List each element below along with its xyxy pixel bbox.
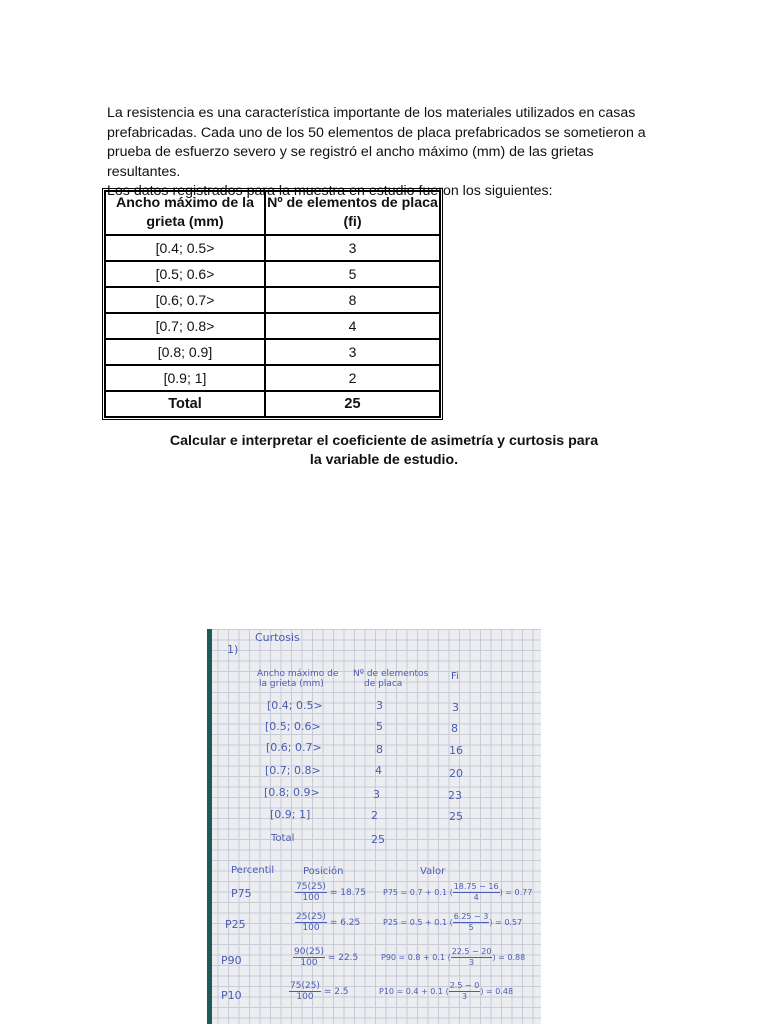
hw-pct-value: P10 = 0.4 + 0.1 ( $\frac{2.5 - 0}{3}$ ) = 0.48 (379, 981, 514, 1001)
interval-cell: [0.4; 0.5> (105, 235, 265, 261)
intro-line: prefabricadas. Cada uno de los 50 elementos de placa prefabricados se sometieron a (107, 124, 646, 141)
hw-pct-name: P10 (221, 989, 242, 1002)
hw-Fi: 16 (449, 744, 463, 757)
header-width-line2: grieta (mm) (146, 214, 224, 230)
interval-cell: [0.8; 0.9] (105, 339, 265, 365)
hw-header-width-2: la grieta (mm) (259, 679, 324, 689)
hw-header-count-1: Nº de elementos (353, 669, 429, 679)
table-row (105, 287, 440, 313)
table-total-row (105, 391, 440, 417)
hw-interval: [0.6; 0.7> (266, 741, 322, 754)
hw-interval: [0.8; 0.9> (264, 786, 320, 799)
intro-line: Los datos registrados para la muestra en estudio fueron los siguientes: (107, 183, 553, 199)
hw-pct-name: P25 (225, 918, 246, 931)
interval-cell: [0.9; 1] (105, 365, 265, 391)
table-row (105, 339, 440, 365)
header-width-line1: Ancho máximo de la (116, 195, 254, 211)
intro-paragraph (107, 104, 667, 202)
hw-pct-value: P25 = 0.5 + 0.1 ( $\frac{6.25 - 3}{5}$ ) = 0.57 (383, 912, 523, 932)
table-row (105, 365, 440, 391)
count-cell: 3 (265, 235, 440, 261)
hw-Fi: 25 (449, 810, 463, 823)
total-value: 25 (265, 391, 440, 417)
hw-header-cumulative: Fi (451, 671, 459, 682)
hw-fi: 8 (376, 743, 383, 756)
hw-pct-name: P90 (221, 954, 242, 967)
notes-number: 1) (227, 643, 239, 656)
interval-cell: [0.7; 0.8> (105, 313, 265, 339)
header-count-line2: (fi) (343, 214, 362, 230)
hw-header-count-2: de placa (364, 679, 403, 689)
hw-total-value: 25 (371, 833, 385, 846)
hw-interval: [0.7; 0.8> (265, 764, 321, 777)
header-count-line1: Nº de elementos de placa (267, 195, 438, 211)
count-cell: 3 (265, 339, 440, 365)
hw-header-width-1: Ancho máximo de (257, 669, 339, 679)
hw-pct-position: $\frac{75(25)}{100}$ = 2.5 (290, 981, 349, 1002)
count-cell: 5 (265, 261, 440, 287)
interval-cell: [0.5; 0.6> (105, 261, 265, 287)
intro-line: La resistencia es una característica importante de los materiales utilizados en casas (107, 105, 636, 121)
count-cell: 8 (265, 287, 440, 313)
hw-Fi: 20 (449, 767, 463, 780)
count-cell: 4 (265, 313, 440, 339)
header-count (265, 191, 440, 235)
hw-pct-position: $\frac{25(25)}{100}$ = 6.25 (296, 912, 361, 933)
task-line: la variable de estudio. (309, 452, 459, 468)
hw-pct-name: P75 (231, 887, 252, 900)
hw-Fi: 8 (451, 722, 458, 735)
hw-pct-value: P75 = 0.7 + 0.1 ( $\frac{18.75 - 16}{4}$ ) = 0.77 (383, 882, 533, 902)
hw-Fi: 3 (452, 701, 459, 714)
hw-pct-position: $\frac{90(25)}{100}$ = 22.5 (294, 947, 359, 968)
hw-interval: [0.4; 0.5> (267, 699, 323, 712)
task-statement (150, 432, 618, 470)
table-row (105, 313, 440, 339)
hw-interval: [0.9; 1] (270, 808, 311, 821)
interval-cell: [0.6; 0.7> (105, 287, 265, 313)
hw-Fi: 23 (448, 789, 462, 802)
total-label: Total (105, 391, 265, 417)
notebook-edge (207, 629, 212, 1024)
hw-interval: [0.5; 0.6> (265, 720, 321, 733)
intro-line: prueba de esfuerzo severo y se registró el ancho máximo (mm) de las grietas resultantes. (107, 144, 594, 180)
hw-percentile-header: Percentil (231, 865, 275, 876)
handwritten-notes-photo (207, 629, 541, 1024)
hw-value-header: Valor (420, 866, 446, 877)
table-row (105, 235, 440, 261)
notes-title: Curtosis (255, 631, 300, 644)
hw-fi: 3 (376, 699, 383, 712)
count-cell: 2 (265, 365, 440, 391)
hw-fi: 4 (375, 764, 382, 777)
table-row (105, 261, 440, 287)
hw-position-header: Posición (303, 866, 344, 877)
hw-fi: 2 (371, 809, 378, 822)
hw-total-label: Total (271, 833, 295, 844)
frequency-table (104, 190, 441, 418)
task-line: Calcular e interpretar el coeficiente de asimetría y curtosis para (169, 433, 599, 449)
hw-pct-position: $\frac{75(25)}{100}$ = 18.75 (296, 882, 366, 903)
hw-fi: 3 (373, 788, 380, 801)
hw-pct-value: P90 = 0.8 + 0.1 ( $\frac{22.5 - 20}{3}$ ) = 0.88 (381, 947, 526, 967)
header-width (105, 191, 265, 235)
table-header-row (105, 191, 440, 235)
hw-fi: 5 (376, 720, 383, 733)
